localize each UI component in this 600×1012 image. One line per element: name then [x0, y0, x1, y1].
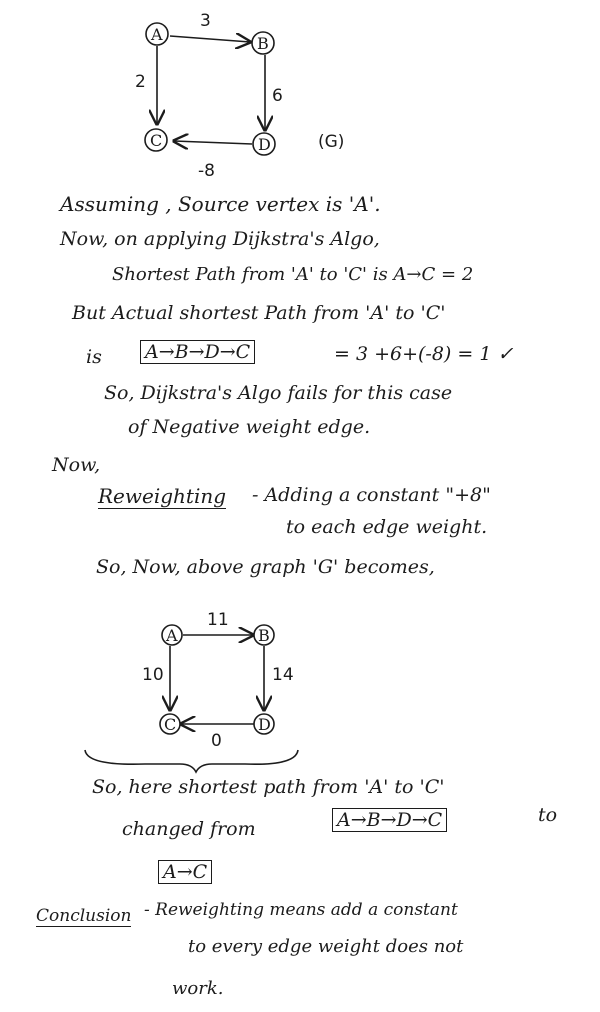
brace [0, 744, 600, 774]
line-work: work. [172, 978, 224, 999]
node2-b-label: B [258, 626, 270, 645]
boxed-path-abdc-2: A→B→D→C [332, 808, 447, 832]
line-now-dijkstra: Now, on applying Dijkstra's Algo, [60, 228, 380, 250]
line-negative-edge: of Negative weight edge. [128, 416, 371, 438]
weight2-a-b: 11 [207, 610, 229, 630]
edge-a-b [170, 36, 250, 42]
node-d-label: D [258, 135, 271, 154]
line-now: Now, [52, 454, 101, 476]
line-is-label: is [86, 346, 102, 368]
line-every-edge: to every edge weight does not [188, 936, 464, 957]
graph-g [0, 0, 600, 200]
line-to: to [538, 804, 558, 826]
boxed-path-ac: A→C [158, 860, 212, 884]
node-a-label: A [151, 25, 163, 44]
weight2-d-c: 0 [211, 731, 222, 750]
line-reweighting-means: - Reweighting means add a constant [144, 900, 458, 920]
edge-d-c [174, 141, 252, 144]
weight-b-d: 6 [272, 86, 283, 106]
line-fails: So, Dijkstra's Algo fails for this case [104, 382, 453, 404]
weight2-a-c: 10 [142, 665, 164, 685]
line-graph-becomes: So, Now, above graph 'G' becomes, [96, 556, 435, 578]
weight2-b-d: 14 [272, 665, 294, 685]
weight-a-c: 2 [135, 72, 146, 92]
node2-d-label: D [258, 715, 271, 734]
node2-c-label: C [164, 715, 177, 734]
line-actual-shortest: But Actual shortest Path from 'A' to 'C' [72, 302, 446, 324]
weight-a-b: 3 [200, 11, 211, 31]
node-c-label: C [150, 131, 163, 150]
line-sum: = 3 +6+(-8) = 1 ✓ [334, 343, 514, 365]
graph-reweighted [0, 600, 600, 750]
reweighting-term: Reweighting [98, 484, 227, 508]
line-adding-constant: - Adding a constant "+8" [252, 484, 491, 506]
node-b-label: B [257, 34, 269, 53]
graph-name: (G) [318, 132, 345, 152]
conclusion-term: Conclusion [36, 906, 132, 926]
line-here-shortest: So, here shortest path from 'A' to 'C' [92, 776, 445, 798]
line-changed-from: changed from [122, 818, 256, 840]
node2-a-label: A [166, 626, 178, 645]
weight-d-c: -8 [198, 161, 215, 181]
line-each-edge: to each edge weight. [286, 516, 488, 538]
line-assuming: Assuming , Source vertex is 'A'. [60, 192, 381, 216]
line-shortest-path: Shortest Path from 'A' to 'C' is A→C = 2 [112, 264, 474, 285]
boxed-path-abdc: A→B→D→C [140, 340, 255, 364]
